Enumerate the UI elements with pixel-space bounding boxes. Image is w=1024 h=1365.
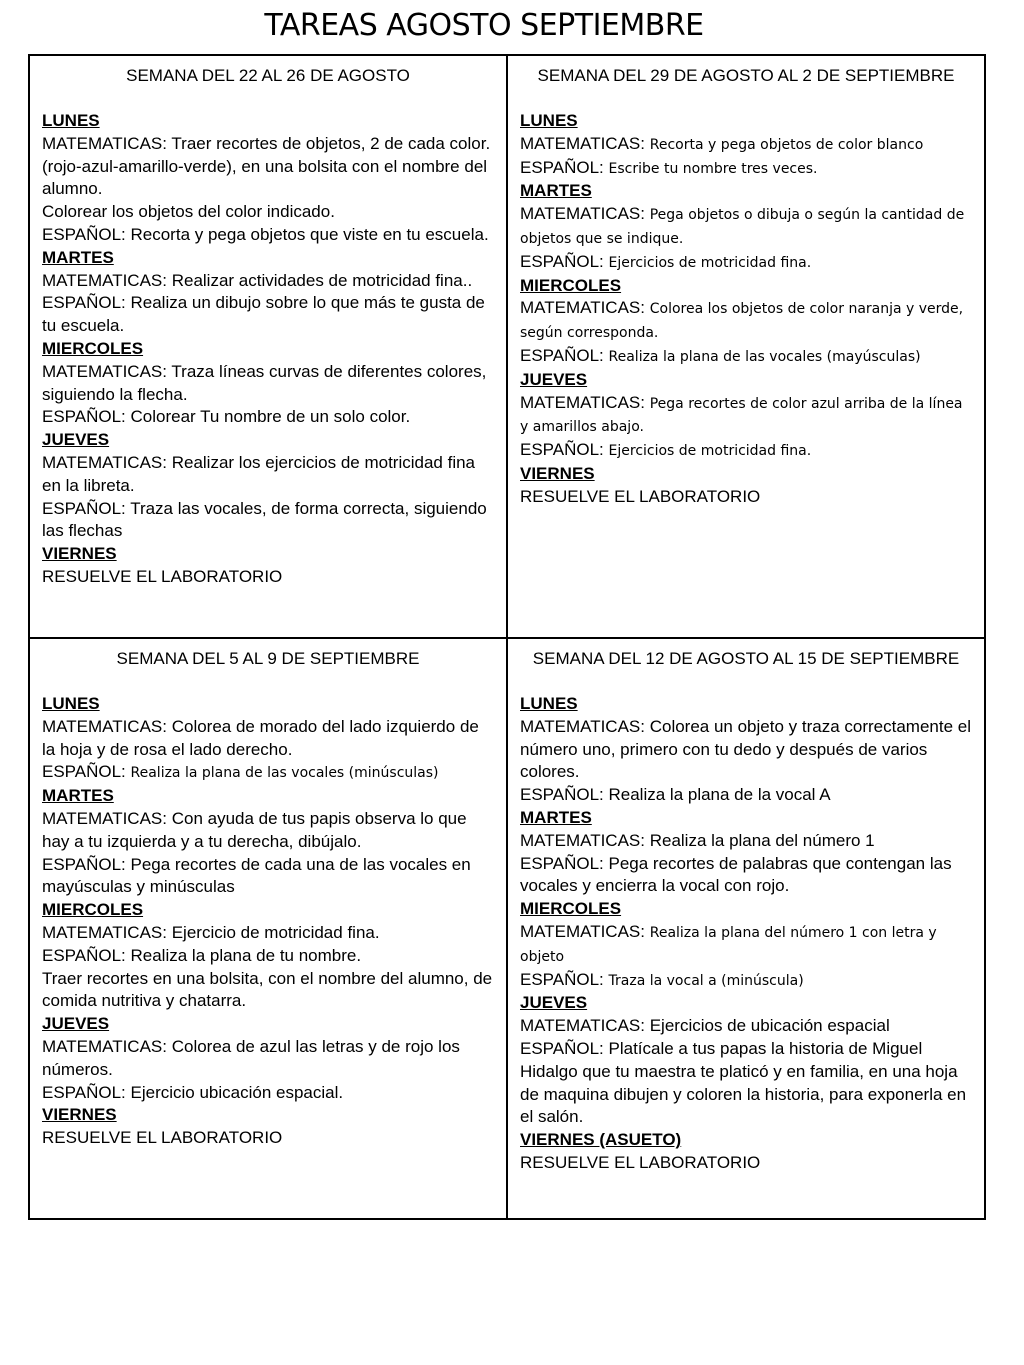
task-line: RESUELVE EL LABORATORIO (42, 566, 283, 586)
task-text: Realiza la plana de las vocales (mayúsculas) (608, 348, 921, 365)
day-label: VIERNES (520, 463, 595, 483)
task-line (520, 203, 972, 251)
day-label: MARTES (42, 247, 114, 267)
subject-label: MATEMATICAS: (520, 133, 645, 153)
week-cell (30, 56, 508, 639)
task-line (520, 439, 972, 463)
day-label: MARTES (520, 807, 592, 827)
task-line: MATEMATICAS: Realiza la plana del número 1 (520, 830, 875, 850)
day-label: MIERCOLES (42, 338, 144, 358)
task-line: MATEMATICAS: Con ayuda de tus papis observa lo que hay a tu izquierda y a tu derecha, dibújalo. (42, 808, 467, 851)
task-line: ESPAÑOL: Ejercicio ubicación espacial. (42, 1082, 344, 1102)
task-line: ESPAÑOL: Realiza la plana de tu nombre. (42, 945, 362, 965)
task-line (520, 251, 972, 275)
task-text: Escribe tu nombre tres veces. (608, 160, 818, 177)
task-line (42, 761, 494, 785)
week-cell (508, 56, 984, 639)
day-label: LUNES (520, 694, 578, 713)
day-label: MIERCOLES (520, 275, 622, 295)
task-line (520, 921, 972, 969)
task-line: MATEMATICAS: Traza líneas curvas de diferentes colores, siguiendo la flecha. (42, 361, 487, 404)
task-text: Realiza la plana de las vocales (minúsculas) (130, 765, 439, 782)
task-line (520, 392, 972, 440)
subject-label: MATEMATICAS: (520, 298, 645, 318)
task-line (520, 157, 972, 181)
week-cell (508, 639, 984, 1218)
schedule-table (28, 54, 986, 1220)
task-line: MATEMATICAS: Colorea un objeto y traza correctamente el número uno, primero con tu dedo y después de varios colores. (520, 716, 971, 782)
task-line (520, 133, 972, 157)
task-line: ESPAÑOL: Traza las vocales, de forma correcta, siguiendo las flechas (42, 498, 487, 541)
task-line: Traer recortes en una bolsita, con el nombre del alumno, de comida nutritiva y chatarra. (42, 968, 493, 1011)
subject-label: ESPAÑOL: (520, 251, 604, 271)
task-text: Ejercicios de motricidad fina. (608, 443, 812, 460)
task-line: ESPAÑOL: Pega recortes de cada una de las vocales en mayúsculas y minúsculas (42, 854, 471, 897)
day-label: MARTES (520, 181, 592, 201)
task-line: MATEMATICAS: Realizar actividades de motricidad fina.. (42, 270, 473, 290)
subject-label: ESPAÑOL: (42, 762, 126, 782)
day-label: VIERNES (42, 1105, 117, 1125)
task-line: MATEMATICAS: Ejercicio de motricidad fina. (42, 922, 380, 942)
subject-label: ESPAÑOL: (520, 969, 604, 989)
subject-label: MATEMATICAS: (520, 921, 645, 941)
subject-label: ESPAÑOL: (520, 440, 604, 460)
task-line: MATEMATICAS: Colorea de morado del lado izquierdo de la hoja y de rosa el lado derecho. (42, 716, 479, 759)
subject-label: ESPAÑOL: (520, 345, 604, 365)
task-line: ESPAÑOL: Colorear Tu nombre de un solo color. (42, 407, 411, 427)
day-label: JUEVES (520, 369, 588, 389)
task-line: RESUELVE EL LABORATORIO (520, 1152, 761, 1172)
subject-label: MATEMATICAS: (520, 392, 645, 412)
week-cell (30, 639, 508, 1218)
task-line (520, 969, 972, 993)
week-heading: SEMANA DEL 12 DE AGOSTO AL 15 DE SEPTIEMBRE (532, 649, 960, 668)
task-line: MATEMATICAS: Realizar los ejercicios de motricidad fina en la libreta. (42, 452, 476, 495)
day-label: JUEVES (42, 1014, 110, 1034)
task-line: ESPAÑOL: Realiza un dibujo sobre lo que más te gusta de tu escuela. (42, 293, 485, 336)
day-label: LUNES (42, 694, 100, 713)
task-text: Traza la vocal a (minúscula) (608, 972, 804, 989)
task-text: Pega recortes de color azul arriba de la línea y amarillos abajo. (520, 395, 963, 436)
task-line: ESPAÑOL: Pega recortes de palabras que contengan las vocales y encierra la vocal con rojo. (520, 853, 952, 896)
task-text: Recorta y pega objetos de color blanco (649, 136, 924, 153)
task-text: Ejercicios de motricidad fina. (608, 254, 812, 271)
task-line: RESUELVE EL LABORATORIO (520, 486, 761, 506)
day-label: VIERNES (ASUETO) (520, 1130, 682, 1150)
subject-label: MATEMATICAS: (520, 204, 645, 224)
week-heading: SEMANA DEL 22 AL 26 DE AGOSTO (126, 66, 410, 85)
day-label: JUEVES (520, 993, 588, 1013)
task-line: ESPAÑOL: Realiza la plana de la vocal A (520, 785, 831, 805)
page-title: TAREAS AGOSTO SEPTIEMBRE (264, 8, 704, 43)
day-label: MIERCOLES (42, 900, 144, 920)
day-label: VIERNES (42, 544, 117, 564)
task-line: ESPAÑOL: Platícale a tus papas la historia de Miguel Hidalgo que tu maestra te platicó y en familia, en una hoja de maquina dibujen y coloren la historia, para exponerla en el salón. (520, 1038, 967, 1127)
task-line: ESPAÑOL: Recorta y pega objetos que viste en tu escuela. (42, 224, 489, 244)
task-line: MATEMATICAS: Colorea de azul las letras y de rojo los números. (42, 1036, 460, 1079)
task-line (520, 297, 972, 345)
day-label: MIERCOLES (520, 899, 622, 919)
task-line: Colorear los objetos del color indicado. (42, 202, 335, 222)
week-heading: SEMANA DEL 5 AL 9 DE SEPTIEMBRE (116, 649, 420, 668)
week-heading: SEMANA DEL 29 DE AGOSTO AL 2 DE SEPTIEMBRE (537, 66, 955, 85)
task-line: MATEMATICAS: Traer recortes de objetos, 2 de cada color. (rojo-azul-amarillo-verde), en una bolsita con el nombre del alumno. (42, 133, 491, 199)
day-label: JUEVES (42, 430, 110, 450)
subject-label: ESPAÑOL: (520, 157, 604, 177)
task-text: Realiza la plana del número 1 con letra y objeto (520, 924, 937, 965)
day-label: LUNES (520, 111, 578, 130)
task-line: RESUELVE EL LABORATORIO (42, 1128, 283, 1148)
task-text: Pega objetos o dibuja o según la cantidad de objetos que se indique. (520, 207, 965, 247)
task-line (520, 345, 972, 369)
day-label: LUNES (42, 111, 100, 130)
day-label: MARTES (42, 786, 114, 806)
task-line: MATEMATICAS: Ejercicios de ubicación espacial (520, 1016, 890, 1036)
task-text: Colorea los objetos de color naranja y verde, según corresponda. (520, 301, 964, 342)
